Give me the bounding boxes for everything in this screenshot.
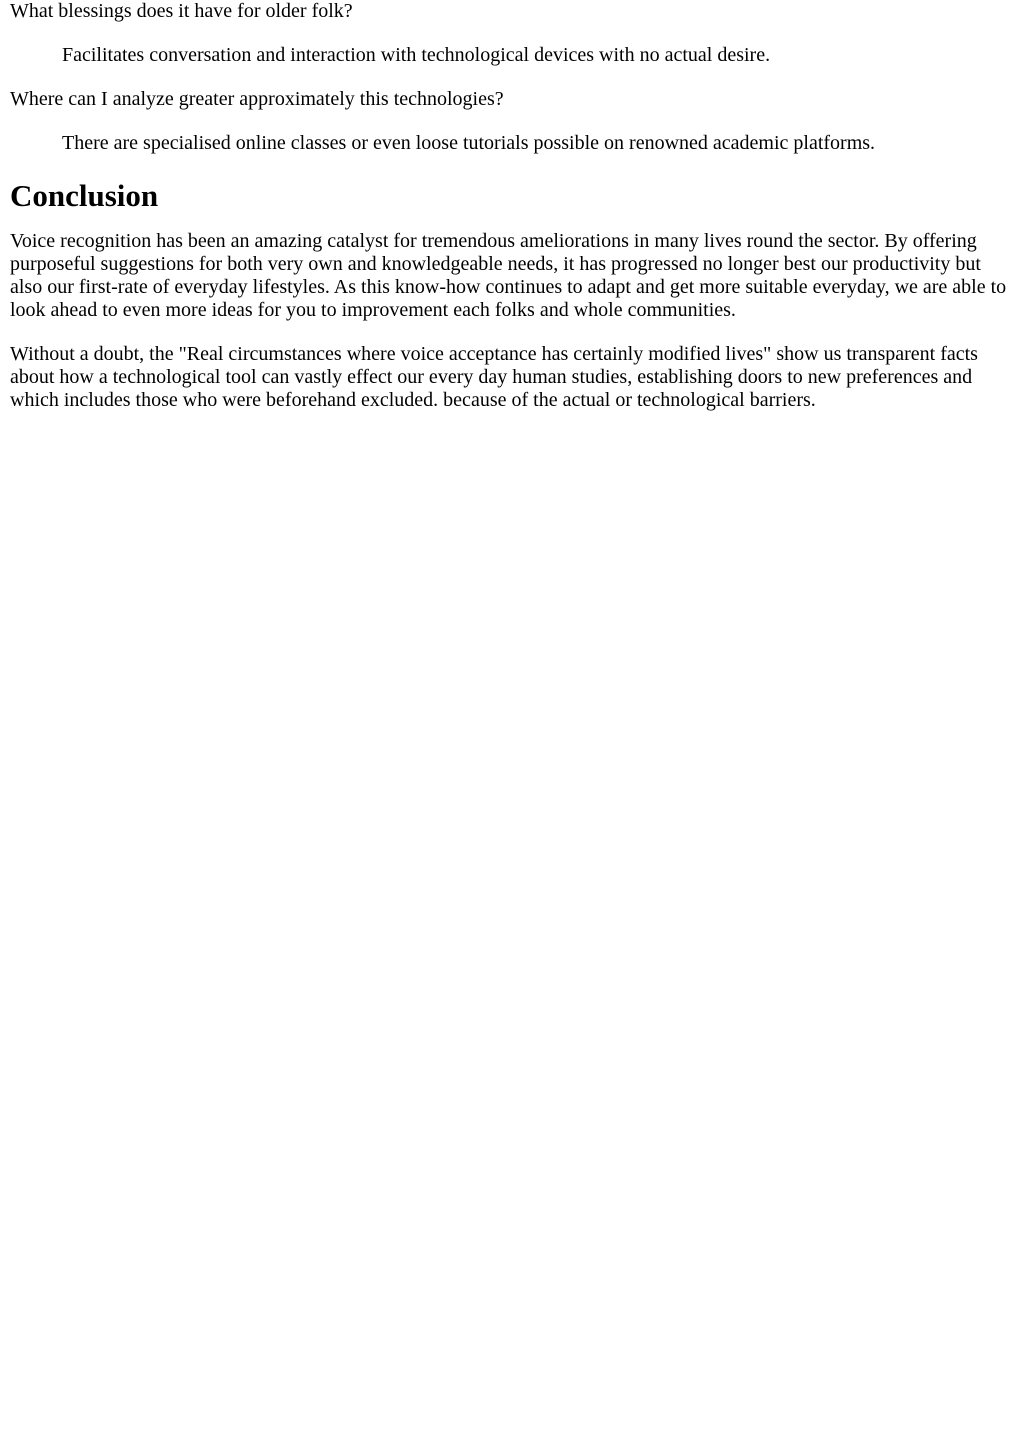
conclusion-paragraph: Without a doubt, the "Real circumstances where voice acceptance has certainly modified lives" show us transparent facts about how a technological tool can vastly effect our every day human studies, establishing doors to new preferences and which includes those who were beforehand excluded. because of the actual or technological barriers. bbox=[10, 343, 978, 411]
faq-question: What blessings does it have for older folk? bbox=[10, 0, 353, 22]
faq-question: Where can I analyze greater approximately this technologies? bbox=[10, 88, 504, 110]
conclusion-paragraph: Voice recognition has been an amazing catalyst for tremendous ameliorations in many lives round the sector. By offering purposeful suggestions for both very own and knowledgeable needs, it has progressed no longer best our productivity but also our first-rate of everyday lifestyles. As this know-how continues to adapt and get more suitable everyday, we are able to look ahead to even more ideas for you to improvement each folks and whole communities. bbox=[10, 230, 1007, 321]
faq-answer: Facilitates conversation and interaction with technological devices with no actual desire. bbox=[62, 44, 771, 66]
faq-answer: There are specialised online classes or even loose tutorials possible on renowned academic platforms. bbox=[62, 132, 876, 154]
article-body bbox=[0, 0, 1024, 412]
conclusion-heading: Conclusion bbox=[10, 178, 159, 213]
faq-list bbox=[10, 0, 1014, 155]
